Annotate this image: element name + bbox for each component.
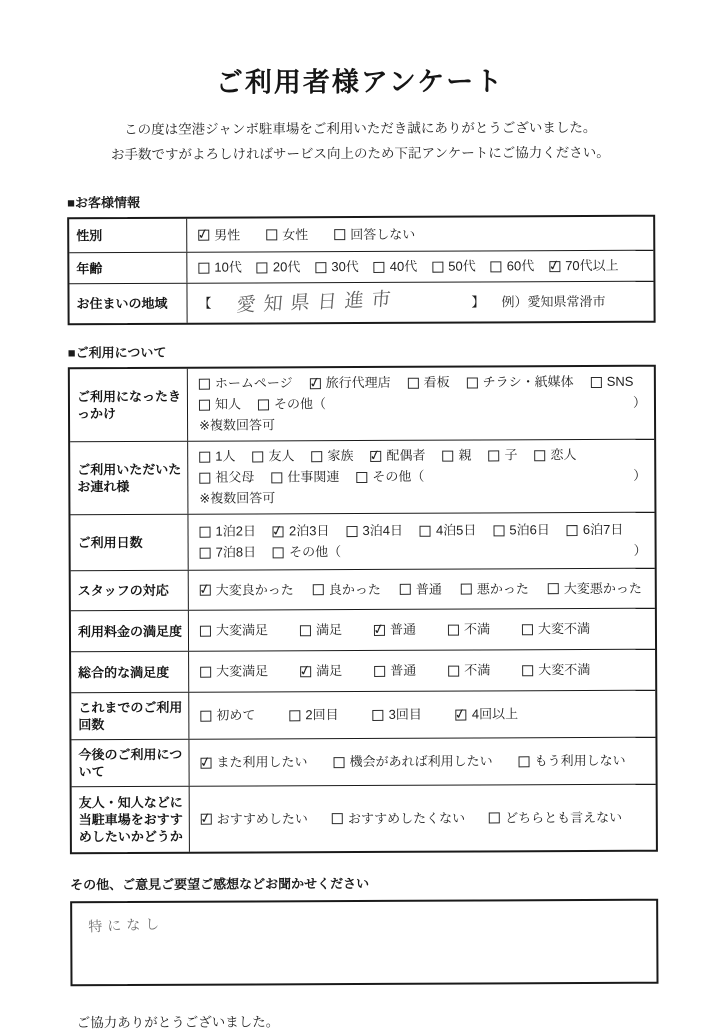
options-line bbox=[198, 223, 645, 245]
empty-checkbox-icon bbox=[200, 526, 211, 537]
closing-thanks: ご協力ありがとうございました。 bbox=[77, 1008, 723, 1031]
checked-checkbox-icon bbox=[201, 814, 212, 825]
options-line bbox=[200, 704, 647, 726]
checkbox-option[interactable] bbox=[300, 661, 342, 681]
checked-checkbox-icon bbox=[198, 230, 209, 241]
empty-checkbox-icon bbox=[522, 665, 533, 676]
checkbox-label: 普通 bbox=[390, 661, 416, 681]
checkbox-label: 普通 bbox=[390, 620, 416, 640]
options-line bbox=[198, 291, 645, 313]
checkbox-option[interactable] bbox=[456, 704, 518, 724]
options-line bbox=[201, 807, 648, 829]
options-line bbox=[200, 541, 647, 563]
checkbox-option[interactable] bbox=[334, 751, 493, 772]
checkbox-label: 家族 bbox=[327, 446, 353, 466]
empty-checkbox-icon bbox=[334, 229, 345, 240]
checkbox-option[interactable] bbox=[199, 395, 241, 415]
checked-checkbox-icon bbox=[370, 450, 381, 461]
empty-checkbox-icon bbox=[591, 376, 602, 387]
empty-checkbox-icon bbox=[491, 261, 502, 272]
section-heading-usage: ■ご利用について bbox=[68, 339, 723, 361]
empty-checkbox-icon bbox=[461, 584, 472, 595]
checkbox-label: 3泊4日 bbox=[362, 521, 403, 541]
empty-checkbox-icon bbox=[200, 547, 211, 558]
page-title: ご利用者様アンケート bbox=[0, 58, 722, 100]
checkbox-option[interactable] bbox=[522, 660, 590, 680]
checkbox-option[interactable] bbox=[273, 542, 341, 562]
checkbox-label: ホームページ bbox=[215, 373, 293, 393]
customer-info-table bbox=[67, 215, 655, 326]
row-label: ご利用いただいたお連れ様 bbox=[70, 442, 188, 515]
checkbox-option[interactable] bbox=[489, 807, 622, 828]
checkbox-option[interactable] bbox=[591, 372, 634, 392]
checked-checkbox-icon bbox=[300, 666, 311, 677]
empty-checkbox-icon bbox=[199, 451, 210, 462]
checkbox-label: 2泊3日 bbox=[289, 521, 330, 541]
empty-checkbox-icon bbox=[408, 377, 419, 388]
usage-table bbox=[68, 365, 658, 855]
checkbox-label: 70代以上 bbox=[565, 256, 619, 276]
checkbox-label: 悪かった bbox=[477, 579, 529, 599]
row-label: 利用料金の満足度 bbox=[71, 611, 189, 652]
empty-checkbox-icon bbox=[258, 399, 269, 410]
checkbox-option[interactable] bbox=[200, 542, 257, 562]
row-options bbox=[187, 251, 653, 283]
checkbox-option[interactable] bbox=[548, 578, 642, 598]
checkbox-option[interactable] bbox=[432, 257, 476, 277]
checkbox-label: 友人 bbox=[268, 446, 294, 466]
empty-checkbox-icon bbox=[271, 472, 282, 483]
checkbox-option[interactable] bbox=[311, 446, 353, 466]
checkbox-option[interactable] bbox=[200, 705, 255, 725]
checkbox-option[interactable] bbox=[400, 579, 442, 599]
form-row bbox=[70, 512, 654, 571]
empty-checkbox-icon bbox=[522, 624, 533, 635]
handwritten-text: 愛知県日進市 bbox=[236, 289, 400, 315]
checkbox-label: その他（ bbox=[274, 394, 326, 414]
checkbox-option[interactable] bbox=[373, 705, 422, 725]
options-line bbox=[198, 256, 645, 278]
empty-checkbox-icon bbox=[266, 229, 277, 240]
form-row bbox=[69, 217, 653, 253]
checkbox-option[interactable] bbox=[491, 256, 535, 276]
empty-checkbox-icon bbox=[300, 625, 311, 636]
checkbox-label: 恋人 bbox=[550, 445, 576, 465]
row-label: 性別 bbox=[69, 219, 187, 253]
checkbox-option[interactable] bbox=[252, 446, 294, 466]
checked-checkbox-icon bbox=[549, 261, 560, 272]
row-label: 年齢 bbox=[69, 253, 187, 284]
checkbox-option[interactable] bbox=[200, 661, 268, 681]
checkbox-option[interactable] bbox=[374, 620, 416, 640]
checkbox-option[interactable] bbox=[200, 752, 307, 772]
checkbox-label: 良かった bbox=[329, 579, 381, 599]
form-row bbox=[71, 737, 655, 787]
static-text: 【 bbox=[198, 293, 211, 313]
empty-checkbox-icon bbox=[488, 450, 499, 461]
checkbox-label: SNS bbox=[607, 372, 634, 392]
empty-checkbox-icon bbox=[374, 665, 385, 676]
checkbox-option[interactable] bbox=[273, 521, 330, 541]
checkbox-option[interactable] bbox=[448, 619, 490, 639]
checkbox-option[interactable] bbox=[467, 372, 574, 392]
checkbox-label: 回答しない bbox=[350, 224, 415, 244]
checkbox-label: もう利用しない bbox=[535, 751, 626, 771]
static-text: 】 bbox=[471, 292, 484, 312]
empty-checkbox-icon bbox=[420, 525, 431, 536]
checkbox-option[interactable] bbox=[461, 579, 529, 599]
checkbox-option[interactable] bbox=[289, 705, 338, 725]
checkbox-label: 不満 bbox=[464, 660, 490, 680]
checkbox-option[interactable] bbox=[522, 619, 590, 639]
options-line bbox=[199, 445, 646, 467]
empty-checkbox-icon bbox=[311, 451, 322, 462]
checked-checkbox-icon bbox=[273, 526, 284, 537]
multiple-answers-note: ※複数回答可 bbox=[199, 488, 275, 508]
checkbox-option[interactable] bbox=[420, 520, 477, 540]
intro-line-1: この度は空港ジャンボ駐車場をご利用いただき誠にありがとうございました。 bbox=[0, 114, 722, 142]
static-text: ） bbox=[633, 466, 646, 486]
comments-label: その他、ご意見ご要望ご感想などお聞かせください bbox=[70, 871, 723, 893]
checkbox-label: おすすめしたくない bbox=[348, 808, 465, 829]
checkbox-label: 子 bbox=[504, 445, 517, 465]
checkbox-option[interactable] bbox=[300, 620, 342, 640]
checkbox-option[interactable] bbox=[258, 394, 326, 414]
empty-checkbox-icon bbox=[448, 624, 459, 635]
empty-checkbox-icon bbox=[346, 526, 357, 537]
multiple-answers-note: ※複数回答可 bbox=[199, 415, 275, 435]
row-label: お住まいの地域 bbox=[69, 284, 187, 324]
checkbox-option[interactable] bbox=[198, 258, 242, 278]
checkbox-label: その他（ bbox=[372, 467, 424, 487]
intro-line-2: お手数ですがよろしければサービス向上のため下記アンケートにご協力ください。 bbox=[0, 139, 722, 167]
checkbox-label: 大変悪かった bbox=[564, 578, 642, 598]
form-row bbox=[71, 568, 655, 611]
checkbox-label: 男性 bbox=[214, 225, 240, 245]
checkbox-label: 1泊2日 bbox=[215, 521, 256, 541]
row-label: ご利用日数 bbox=[70, 515, 188, 571]
checkbox-option[interactable] bbox=[334, 224, 415, 244]
checkbox-label: 親 bbox=[458, 446, 471, 466]
empty-checkbox-icon bbox=[442, 450, 453, 461]
checkbox-option[interactable] bbox=[408, 373, 450, 393]
form-row bbox=[70, 439, 654, 515]
checkbox-label: 4回以上 bbox=[472, 704, 518, 724]
checkbox-label: 30代 bbox=[331, 257, 359, 277]
empty-checkbox-icon bbox=[257, 262, 268, 273]
row-label: これまでのご利用回数 bbox=[71, 693, 189, 740]
empty-checkbox-icon bbox=[200, 625, 211, 636]
checkbox-label: 6泊7日 bbox=[583, 520, 624, 540]
checkbox-label: 20代 bbox=[273, 257, 301, 277]
row-label: 総合的な満足度 bbox=[71, 652, 189, 693]
spacer bbox=[358, 551, 616, 552]
empty-checkbox-icon bbox=[252, 451, 263, 462]
checkbox-label: 大変満足 bbox=[216, 661, 268, 681]
spacer bbox=[441, 476, 616, 477]
checkbox-option[interactable] bbox=[199, 467, 254, 487]
checkbox-label: どちらとも言えない bbox=[505, 807, 622, 828]
checkbox-label: 大変不満 bbox=[538, 619, 590, 639]
form-row bbox=[71, 649, 655, 693]
row-label: ご利用になったきっかけ bbox=[70, 369, 188, 442]
checkbox-label: チラシ・紙媒体 bbox=[483, 372, 574, 392]
empty-checkbox-icon bbox=[334, 757, 345, 768]
checkbox-option[interactable] bbox=[488, 445, 517, 465]
checkbox-option[interactable] bbox=[442, 446, 471, 466]
checkbox-option[interactable] bbox=[370, 446, 425, 466]
checked-checkbox-icon bbox=[200, 585, 211, 596]
row-options bbox=[188, 513, 654, 570]
checkbox-label: また利用したい bbox=[216, 752, 307, 772]
section-heading-customer-info: ■お客様情報 bbox=[67, 189, 722, 211]
options-line bbox=[200, 751, 647, 773]
checkbox-option[interactable] bbox=[332, 808, 465, 829]
row-options bbox=[187, 217, 653, 252]
spacer bbox=[343, 403, 616, 404]
row-options bbox=[187, 282, 653, 323]
checkbox-label: 大変不満 bbox=[538, 660, 590, 680]
checkbox-label: 7泊8日 bbox=[216, 542, 257, 562]
checked-checkbox-icon bbox=[374, 624, 385, 635]
checkbox-label: 普通 bbox=[416, 579, 442, 599]
checkbox-label: その他（ bbox=[289, 542, 341, 562]
checkbox-option[interactable] bbox=[201, 809, 308, 829]
checkbox-option[interactable] bbox=[266, 225, 308, 245]
empty-checkbox-icon bbox=[519, 756, 530, 767]
empty-checkbox-icon bbox=[373, 709, 384, 720]
checkbox-option[interactable] bbox=[310, 373, 391, 393]
checkbox-label: 配偶者 bbox=[386, 446, 425, 466]
checked-checkbox-icon bbox=[310, 378, 321, 389]
options-line bbox=[200, 619, 647, 641]
checkbox-option[interactable] bbox=[200, 620, 268, 640]
empty-checkbox-icon bbox=[467, 377, 478, 388]
checkbox-option[interactable] bbox=[346, 521, 403, 541]
options-line bbox=[199, 393, 646, 415]
checkbox-option[interactable] bbox=[534, 445, 576, 465]
checkbox-option[interactable] bbox=[519, 751, 626, 771]
row-options bbox=[189, 609, 655, 651]
handwritten-comment: 特になし bbox=[88, 914, 165, 937]
checkbox-option[interactable] bbox=[493, 520, 550, 540]
checkbox-label: 満足 bbox=[316, 661, 342, 681]
empty-checkbox-icon bbox=[289, 710, 300, 721]
checkbox-label: おすすめしたい bbox=[217, 809, 308, 829]
checkbox-label: 仕事関連 bbox=[287, 467, 339, 487]
checkbox-label: 不満 bbox=[464, 619, 490, 639]
row-options bbox=[188, 440, 654, 514]
checked-checkbox-icon bbox=[201, 757, 212, 768]
empty-checkbox-icon bbox=[315, 262, 326, 273]
empty-checkbox-icon bbox=[273, 547, 284, 558]
checkbox-label: 10代 bbox=[214, 258, 242, 278]
row-options bbox=[190, 785, 656, 852]
checkbox-label: 5泊6日 bbox=[509, 520, 550, 540]
checkbox-label: 満足 bbox=[316, 620, 342, 640]
checkbox-option[interactable] bbox=[374, 661, 416, 681]
options-line bbox=[199, 520, 646, 542]
checkbox-label: 4泊5日 bbox=[436, 520, 477, 540]
checkbox-option[interactable] bbox=[549, 256, 619, 276]
checkbox-label: 大変満足 bbox=[216, 620, 268, 640]
row-options bbox=[189, 650, 655, 692]
options-line bbox=[199, 487, 646, 509]
row-label: 友人・知人などに当駐車場をおすすめしたいかどうか bbox=[72, 787, 190, 853]
checkbox-label: 3回目 bbox=[389, 705, 422, 725]
empty-checkbox-icon bbox=[199, 399, 210, 410]
empty-checkbox-icon bbox=[534, 450, 545, 461]
form-row bbox=[70, 367, 654, 442]
empty-checkbox-icon bbox=[374, 261, 385, 272]
form-row bbox=[71, 690, 655, 740]
checkbox-label: 看板 bbox=[424, 373, 450, 393]
checkbox-option[interactable] bbox=[315, 257, 359, 277]
form-row bbox=[72, 784, 656, 853]
checkbox-option[interactable] bbox=[356, 467, 424, 487]
empty-checkbox-icon bbox=[567, 525, 578, 536]
options-line bbox=[199, 372, 646, 394]
options-line bbox=[200, 660, 647, 682]
empty-checkbox-icon bbox=[432, 261, 443, 272]
checkbox-label: 大変良かった bbox=[216, 580, 294, 600]
empty-checkbox-icon bbox=[448, 665, 459, 676]
checkbox-option[interactable] bbox=[567, 520, 624, 540]
empty-checkbox-icon bbox=[199, 472, 210, 483]
static-text: ） bbox=[633, 393, 646, 413]
checkbox-label: 女性 bbox=[282, 225, 308, 245]
empty-checkbox-icon bbox=[548, 583, 559, 594]
row-label: 今後のご利用について bbox=[71, 740, 189, 787]
row-options bbox=[189, 569, 655, 610]
empty-checkbox-icon bbox=[332, 813, 343, 824]
checkbox-option[interactable] bbox=[313, 579, 381, 599]
empty-checkbox-icon bbox=[400, 584, 411, 595]
row-options bbox=[189, 691, 655, 739]
row-options bbox=[189, 738, 655, 786]
form-row bbox=[69, 250, 653, 284]
checkbox-label: 1人 bbox=[215, 447, 235, 467]
empty-checkbox-icon bbox=[356, 471, 367, 482]
checkbox-option[interactable] bbox=[199, 373, 293, 393]
checkbox-label: 40代 bbox=[390, 257, 418, 277]
options-line bbox=[199, 466, 646, 488]
empty-checkbox-icon bbox=[493, 525, 504, 536]
checkbox-label: 初めて bbox=[216, 705, 255, 725]
checkbox-option[interactable] bbox=[271, 467, 339, 487]
form-row bbox=[71, 608, 655, 652]
checkbox-option[interactable] bbox=[200, 580, 294, 600]
options-line bbox=[199, 414, 646, 436]
comments-box[interactable] bbox=[70, 899, 658, 987]
checkbox-option[interactable] bbox=[198, 225, 240, 245]
checkbox-option[interactable] bbox=[257, 257, 301, 277]
checkbox-label: 機会があれば利用したい bbox=[350, 751, 493, 772]
checkbox-option[interactable] bbox=[199, 521, 256, 541]
options-line bbox=[200, 578, 647, 600]
static-text: 例）愛知県常滑市 bbox=[501, 291, 605, 311]
checkbox-label: 祖父母 bbox=[215, 467, 254, 487]
checkbox-label: 60代 bbox=[507, 256, 535, 276]
empty-checkbox-icon bbox=[200, 666, 211, 677]
empty-checkbox-icon bbox=[200, 710, 211, 721]
checkbox-option[interactable] bbox=[448, 660, 490, 680]
row-options bbox=[188, 367, 654, 441]
static-text: ） bbox=[634, 541, 647, 561]
empty-checkbox-icon bbox=[198, 262, 209, 273]
checkbox-option[interactable] bbox=[199, 447, 235, 467]
checked-checkbox-icon bbox=[456, 709, 467, 720]
empty-checkbox-icon bbox=[313, 584, 324, 595]
checkbox-option[interactable] bbox=[374, 257, 418, 277]
form-row bbox=[69, 281, 653, 324]
row-label: スタッフの対応 bbox=[71, 571, 189, 611]
empty-checkbox-icon bbox=[199, 378, 210, 389]
checkbox-label: 2回目 bbox=[305, 705, 338, 725]
checkbox-label: 旅行代理店 bbox=[326, 373, 391, 393]
checkbox-label: 50代 bbox=[448, 257, 476, 277]
empty-checkbox-icon bbox=[489, 812, 500, 823]
checkbox-label: 知人 bbox=[215, 395, 241, 415]
